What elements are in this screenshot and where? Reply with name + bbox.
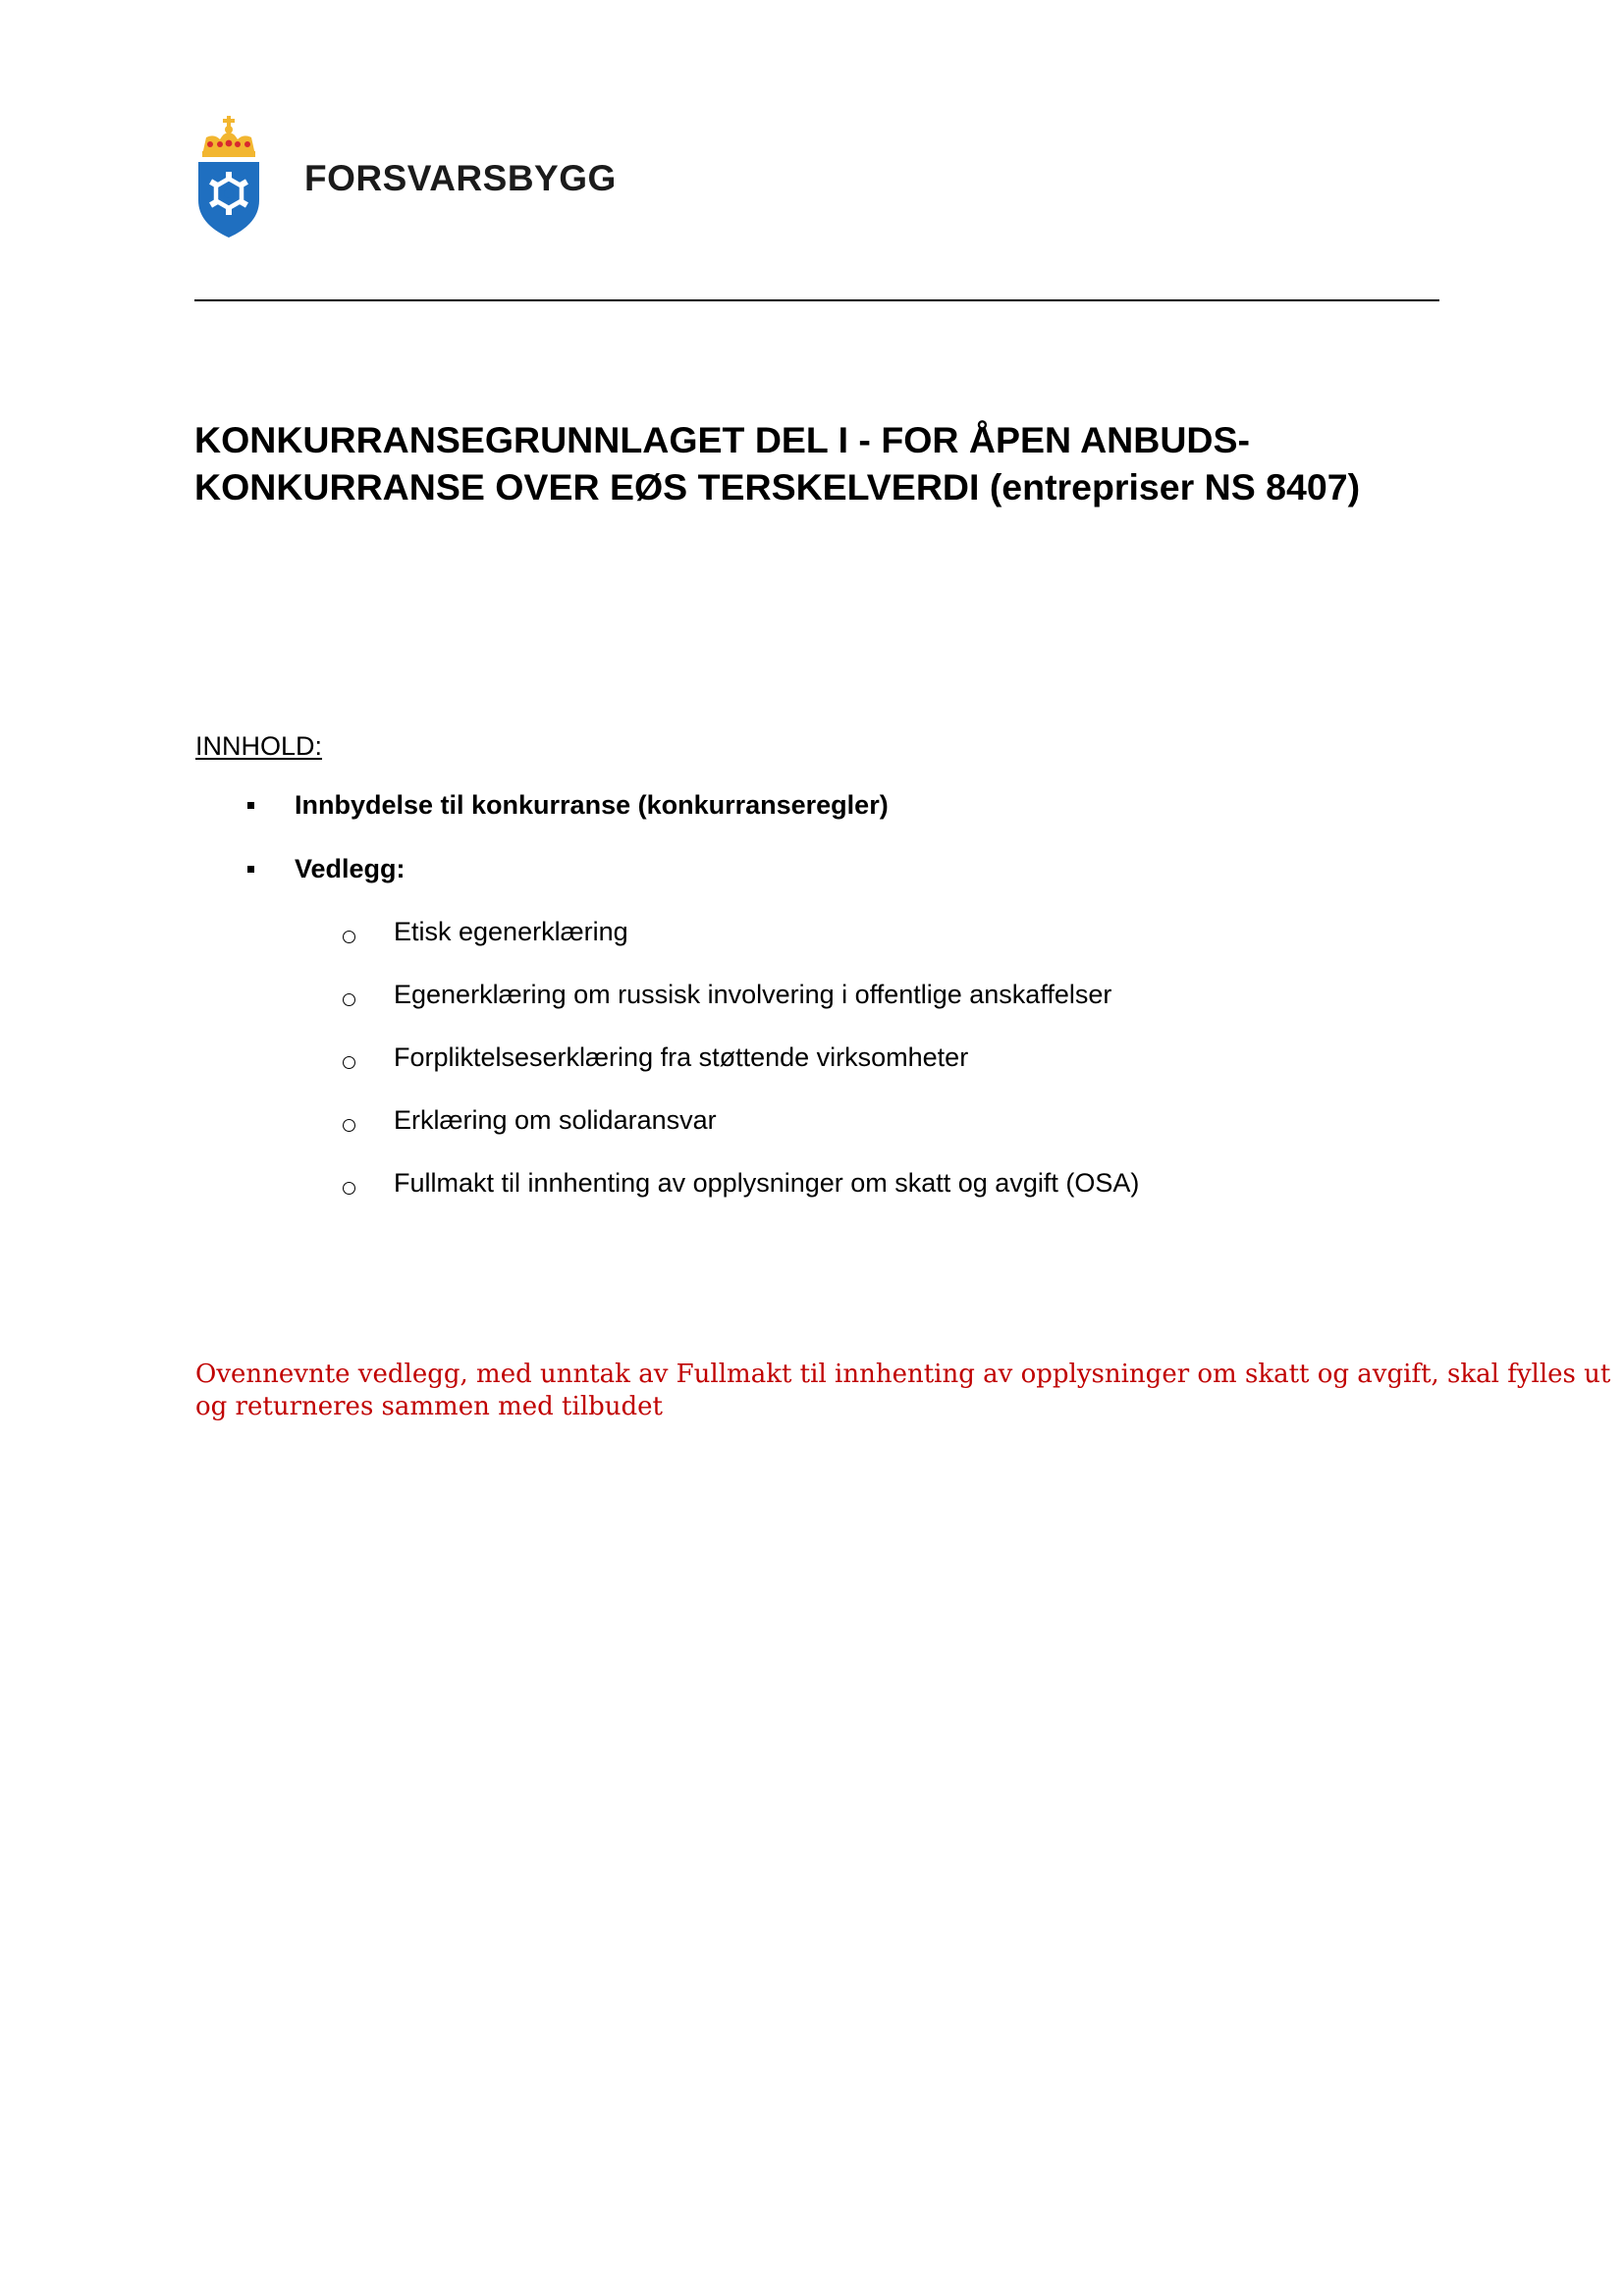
list-item-label: Innbydelse til konkurranse (konkurranseregler)	[295, 790, 889, 820]
circle-bullet-icon	[343, 1119, 355, 1132]
note-line-2: og returneres sammen med tilbudet	[195, 1392, 663, 1421]
circle-bullet-icon	[343, 993, 355, 1006]
note-line-1: Ovennevnte vedlegg, med unntak av Fullmakt til innhenting av opplysninger om skatt og avgift, skal fylles ut	[195, 1360, 1611, 1389]
return-instructions-note	[195, 1359, 1611, 1423]
attachment-label: Egenerklæring om russisk involvering i offentlige anskaffelser	[394, 980, 1112, 1009]
attachment-label: Etisk egenerklæring	[394, 917, 628, 946]
attachment-label: Erklæring om solidaransvar	[394, 1105, 717, 1135]
attachment-label: Forpliktelseserklæring fra støttende virksomheter	[394, 1042, 969, 1072]
circle-bullet-icon	[343, 1056, 355, 1069]
square-bullet-icon	[247, 866, 254, 873]
attachment-label: Fullmakt til innhenting av opplysninger om skatt og avgift (OSA)	[394, 1168, 1140, 1198]
circle-bullet-icon	[343, 931, 355, 943]
document-title-line-1: KONKURRANSEGRUNNLAGET DEL I - FOR ÅPEN ANBUDS-	[194, 419, 1251, 460]
document-title-line-2: KONKURRANSE OVER EØS TERSKELVERDI (entrepriser NS 8407)	[194, 466, 1361, 507]
document-title	[194, 416, 1451, 510]
circle-bullet-icon	[343, 1182, 355, 1195]
logo-wordmark: FORSVARSBYGG	[304, 158, 617, 198]
forsvarsbygg-emblem-icon	[196, 116, 261, 240]
list-item-label: Vedlegg:	[295, 854, 406, 883]
header-divider	[194, 299, 1439, 301]
square-bullet-icon	[247, 802, 254, 809]
contents-heading: INNHOLD:	[195, 731, 323, 761]
page-header	[196, 116, 617, 240]
